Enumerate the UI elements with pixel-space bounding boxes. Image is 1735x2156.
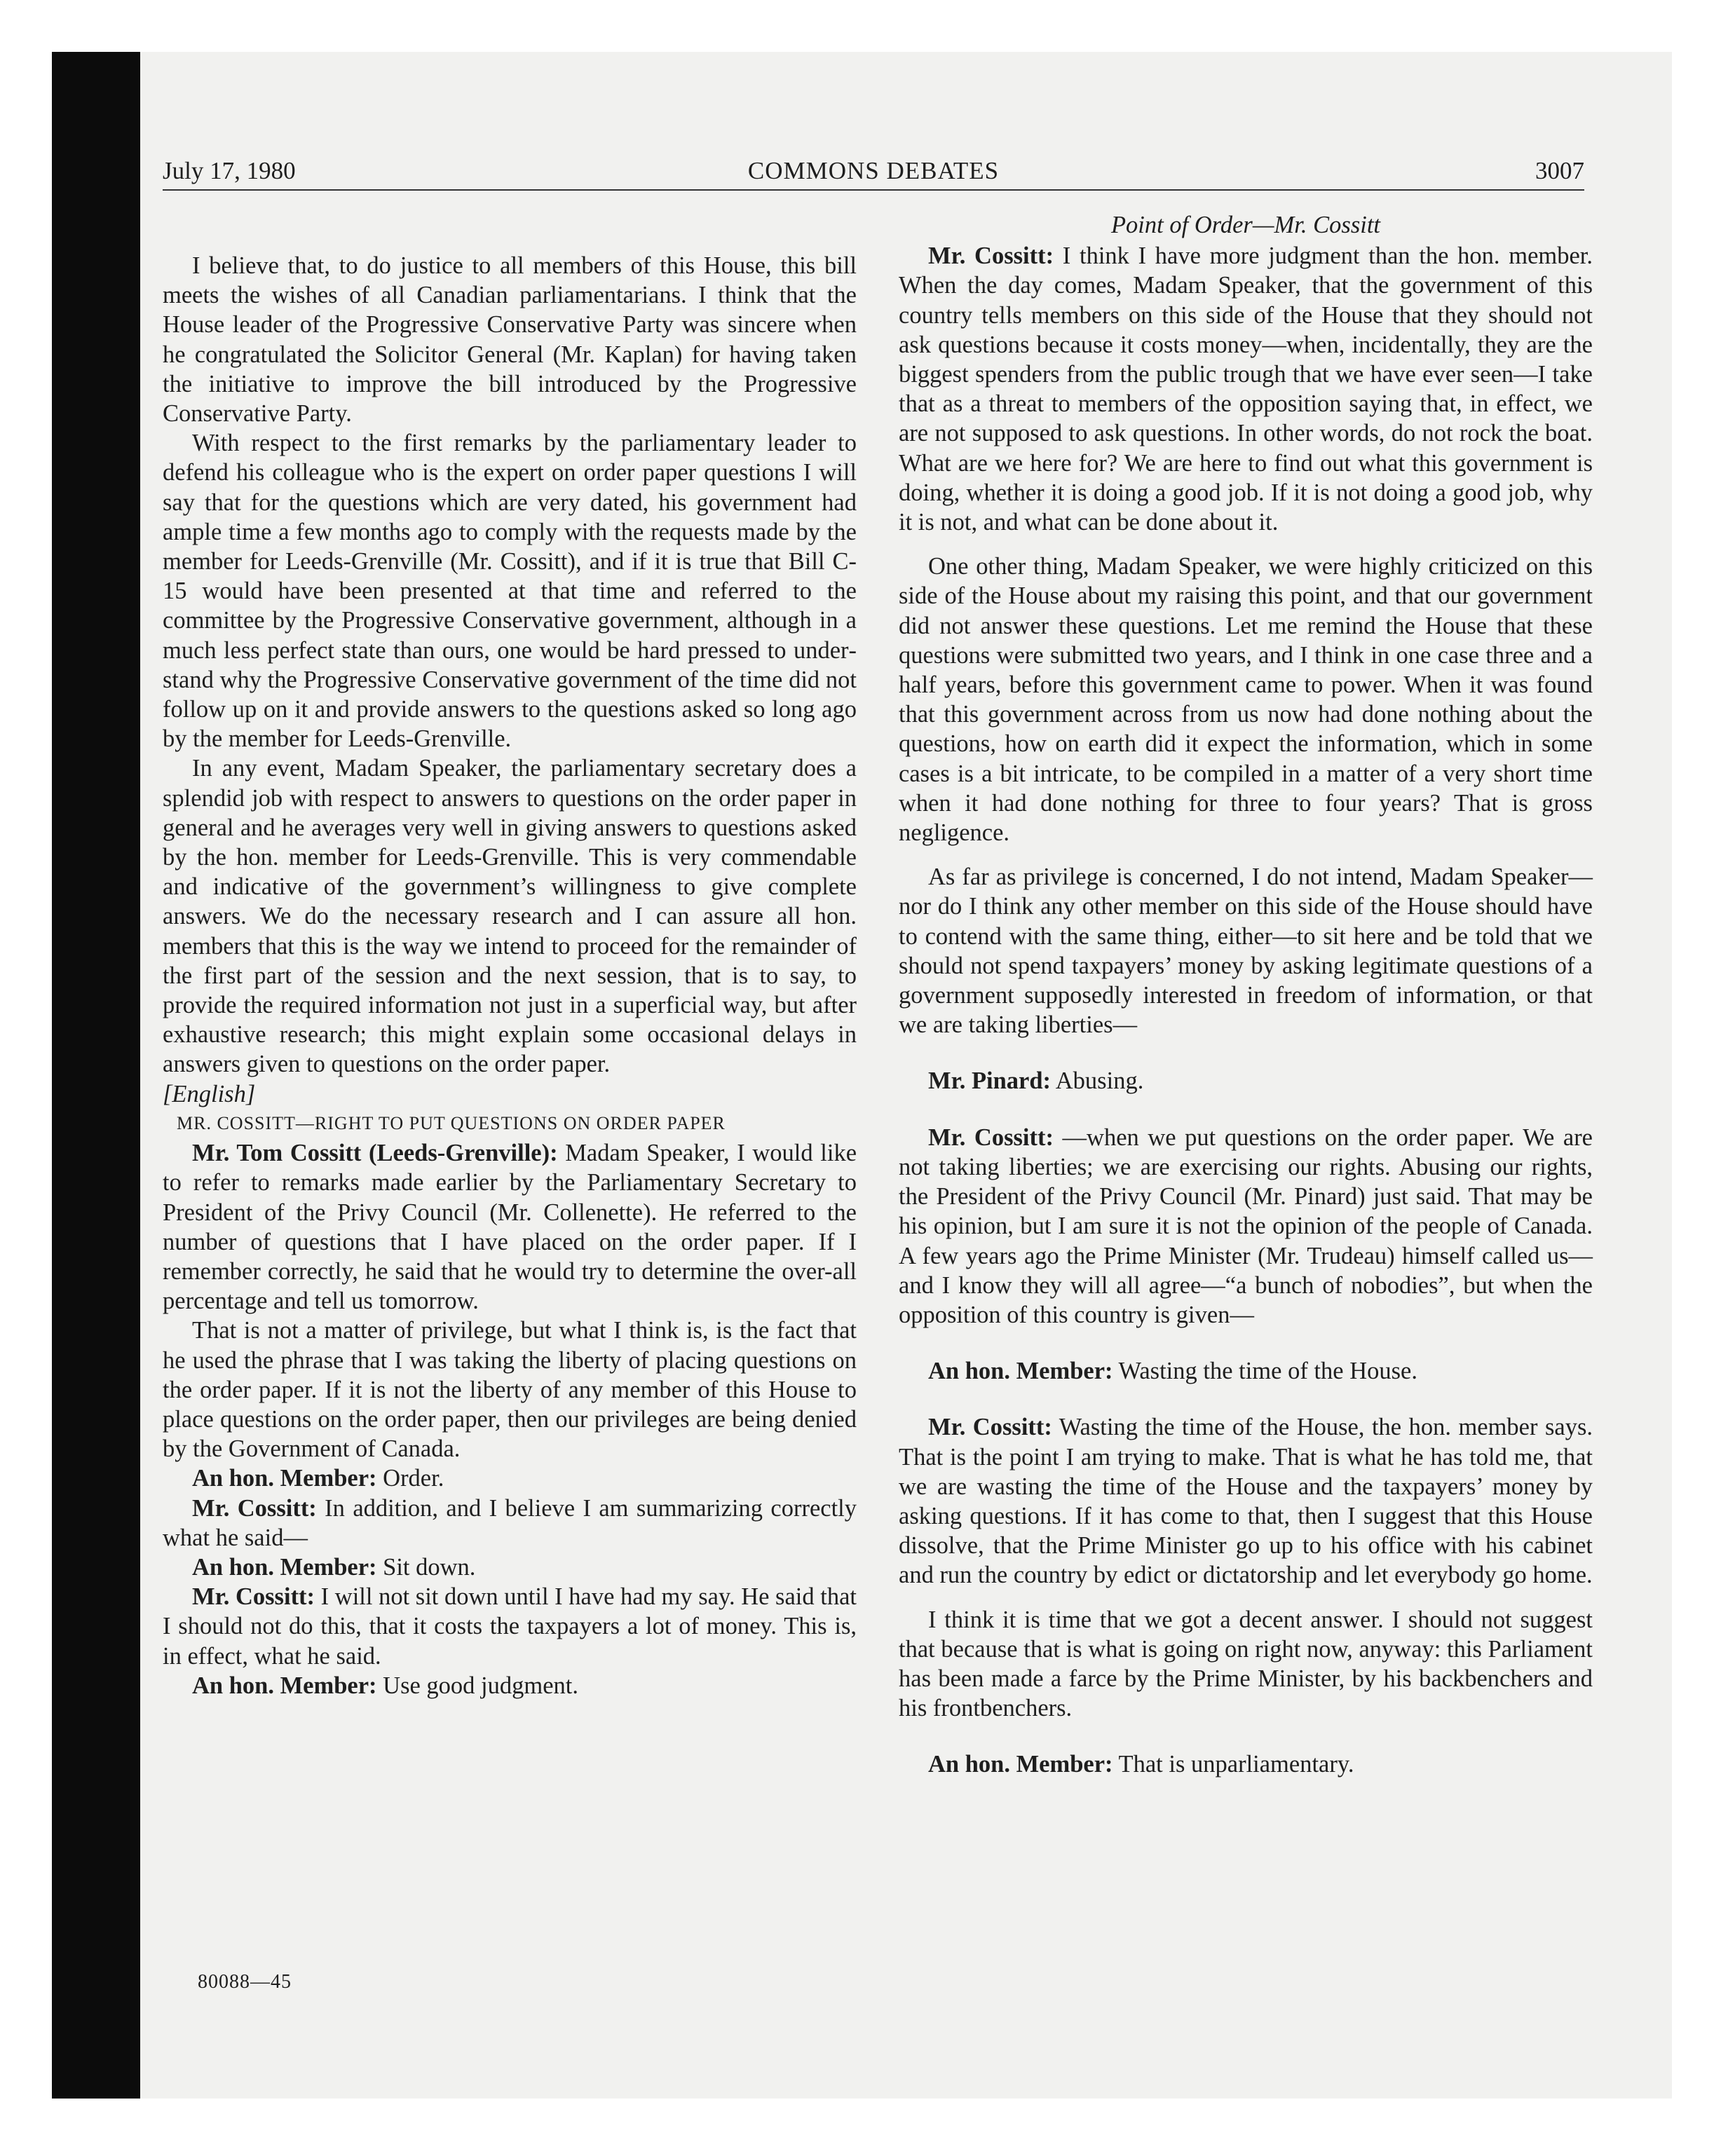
paragraph: That is not a matter of privilege, but what I think is, is the fact that he used the phrase that I was taking the liberty of placing questions on the order paper. If it is not the liberty of any member of this House to place questions on the order paper, then our privileges are being denied by the Government of Canada. <box>163 1317 857 1463</box>
speech-paragraph <box>163 1553 857 1582</box>
speech-text: Wasting the time of the House. <box>1113 1358 1417 1385</box>
right-column <box>899 210 1593 1780</box>
speaker-name: Mr. Cossitt: <box>192 1494 317 1522</box>
speech-paragraph <box>899 1749 1593 1779</box>
speech-paragraph <box>899 241 1593 537</box>
speech-text: Abusing. <box>1051 1067 1144 1095</box>
speech-text: I will not sit down until I have had my say. He said that I should not do this, that it costs the taxpayers a lot of money. This is, in effect, what he said. <box>163 1583 857 1670</box>
speech-text: In addition, and I believe I am summarizing correctly what he said— <box>163 1494 857 1551</box>
footer-print-code: 80088—45 <box>198 1971 292 1993</box>
speech-paragraph <box>899 1356 1593 1386</box>
speech-text: —when we put questions on the order paper. We are not taking liberties; we are exercising our rights. Abusing our rights, the President of the Privy Council (Mr. Pinard) just said. That may be his opinion, but I am sure it is not the opinion of the people of Canada. A few years ago the Prime Minister (Mr. Trudeau) himself called us—and I know they will all agree—“a bunch of nobodies”, but when the opposition of this country is given— <box>899 1124 1593 1328</box>
scan-binding-edge <box>52 52 140 2099</box>
paragraph: One other thing, Madam Speaker, we were highly criticized on this side of the House about my raising this point, and that our government did not answer these questions. Let me remind the House that these questions were submitted two years, and I think in one case three and a half years, before this government came to power. When it was found that this government across from us now had done nothing about the questions, how on earth did it expect the information, which in some cases is a bit intricate, to be compiled in a matter of a very short time when it had done nothing for three to four years? That is gross negligence. <box>899 553 1593 847</box>
speech-paragraph <box>899 1123 1593 1330</box>
header-page-number: 3007 <box>1535 157 1584 184</box>
speaker-name: Mr. Tom Cossitt (Leeds-Grenville): <box>192 1140 558 1167</box>
speech-text: Wasting the time of the House, the hon. member says. That is the point I am trying to make. That is what he has told me, that we are wasting the time of the House and the taxpayers’ money by asking questions. If it has come to that, then I suggest that this House dissolve, that the Prime Minister go up to his office with his cabinet and run the country by edict or dictatorship and let everybody go home. <box>899 1414 1593 1589</box>
speaker-name: An hon. Member: <box>928 1751 1113 1778</box>
left-column <box>163 210 857 1700</box>
speech-paragraph <box>163 1494 857 1553</box>
speaker-name: Mr. Cossitt: <box>928 1414 1052 1441</box>
paragraph: I believe that, to do justice to all members of this House, this bill meets the wishes of all Canadian parliamentarians. I think that the House leader of the Progressive Conservative Party was sincere when he congratulated the Solicitor General (Mr. Kaplan) for having taken the initiative to improve the bill introduced by the Progressive Conservative Party. <box>163 252 857 428</box>
speaker-name: Mr. Cossitt: <box>928 1124 1054 1151</box>
speech-paragraph <box>163 1582 857 1671</box>
paragraph: As far as privilege is concerned, I do not intend, Madam Speaker—nor do I think any other member on this side of the House should have to contend with the same thing, either—to sit here and be told that we should not spend taxpayers’ money by asking legitimate questions of a government supposedly interested in freedom of information, or that we are taking liberties— <box>899 864 1593 1039</box>
header-date: July 17, 1980 <box>163 157 296 184</box>
paragraph: I think it is time that we got a decent answer. I should not suggest that because that is what is going on right now, anyway: this Parliament has been made a farce by the Prime Minister, by his backbenchers and his frontbenchers. <box>899 1606 1593 1722</box>
header-title: COMMONS DEBATES <box>747 157 1000 184</box>
language-marker: [English] <box>163 1080 256 1107</box>
speaker-name: Mr. Cossitt: <box>192 1583 315 1611</box>
section-heading: MR. COSSITT—RIGHT TO PUT QUESTIONS ON ORDER PAPER <box>177 1112 726 1133</box>
speech-text: Use good judgment. <box>376 1672 579 1699</box>
speech-paragraph <box>163 1138 857 1316</box>
speech-paragraph <box>899 1066 1593 1096</box>
paragraph: In any event, Madam Speaker, the parliamentary secretary does a splendid job with respect to answers to questions on the order paper in general and he averages very well in giving answers to questions asked by the hon. member for Leeds-Grenville. This is very commendable and indicative of the government’s willingness to give complete answers. We do the necessary research and I can assure all hon. members that this is the way we intend to proceed for the remainder of the first part of the session and the next session, that is to say, to provide the required information not just in a superficial way, but after exhaustive research; this might explain some occasional delays in answers given to questions on the order paper. <box>163 755 857 1078</box>
speaker-name: Mr. Cossitt: <box>928 243 1054 270</box>
speaker-name: An hon. Member: <box>192 1553 377 1581</box>
speech-text: I think I have more judgment than the hon. member. When the day comes, Madam Speaker, that the government of this country tells members on this side of the House that they should not ask questions because it costs money—when, incidentally, they are the biggest spenders from the public trough that we have ever seen—I take that as a threat to members of the opposition saying that, in effect, we are not supposed to ask questions. In other words, do not rock the boat. What are we here for? We are here to find out what this government is doing, whether it is doing a good job. If it is not doing a good job, why it is not, and what can be done about it. <box>899 243 1593 536</box>
speech-text: Sit down. <box>376 1553 476 1581</box>
speech-text: That is unparliamentary. <box>1113 1751 1354 1778</box>
speech-paragraph <box>899 1412 1593 1590</box>
speaker-name: An hon. Member: <box>928 1358 1113 1385</box>
speech-text: Order. <box>376 1465 444 1492</box>
speech-paragraph <box>163 1671 857 1700</box>
speech-text: Madam Speaker, I would like to refer to remarks made earlier by the Parliamentary Secretary to President of the Privy Council (Mr. Collenette). He referred to the number of questions that I have placed on the order paper. If I remember correctly, he said that he would try to determine the over-all percentage and tell us tomorrow. <box>163 1140 857 1315</box>
speaker-name: An hon. Member: <box>192 1465 377 1492</box>
speaker-name: Mr. Pinard: <box>928 1067 1052 1095</box>
speech-paragraph <box>163 1464 857 1493</box>
speaker-name: An hon. Member: <box>192 1672 377 1699</box>
paragraph: With respect to the first remarks by the parliamentary leader to defend his colleague who is the expert on order paper questions I will say that for the questions which are very dated, his government had ample time a few months ago to comply with the requests made by the member for Leeds-Grenville (Mr. Cossitt), and if it is true that Bill C-15 would have been presented at that time and referred to the committee by the Progressive Conservative government, although in a much less perfect state than ours, one would be hard pressed to understand why the Progressive Conservative government of the time did not follow up on it and provide answers to the questions asked so long ago by the member for Leeds-Grenville. <box>163 430 857 753</box>
running-subtitle: Point of Order—Mr. Cossitt <box>1110 212 1380 238</box>
page-header <box>163 157 1584 191</box>
